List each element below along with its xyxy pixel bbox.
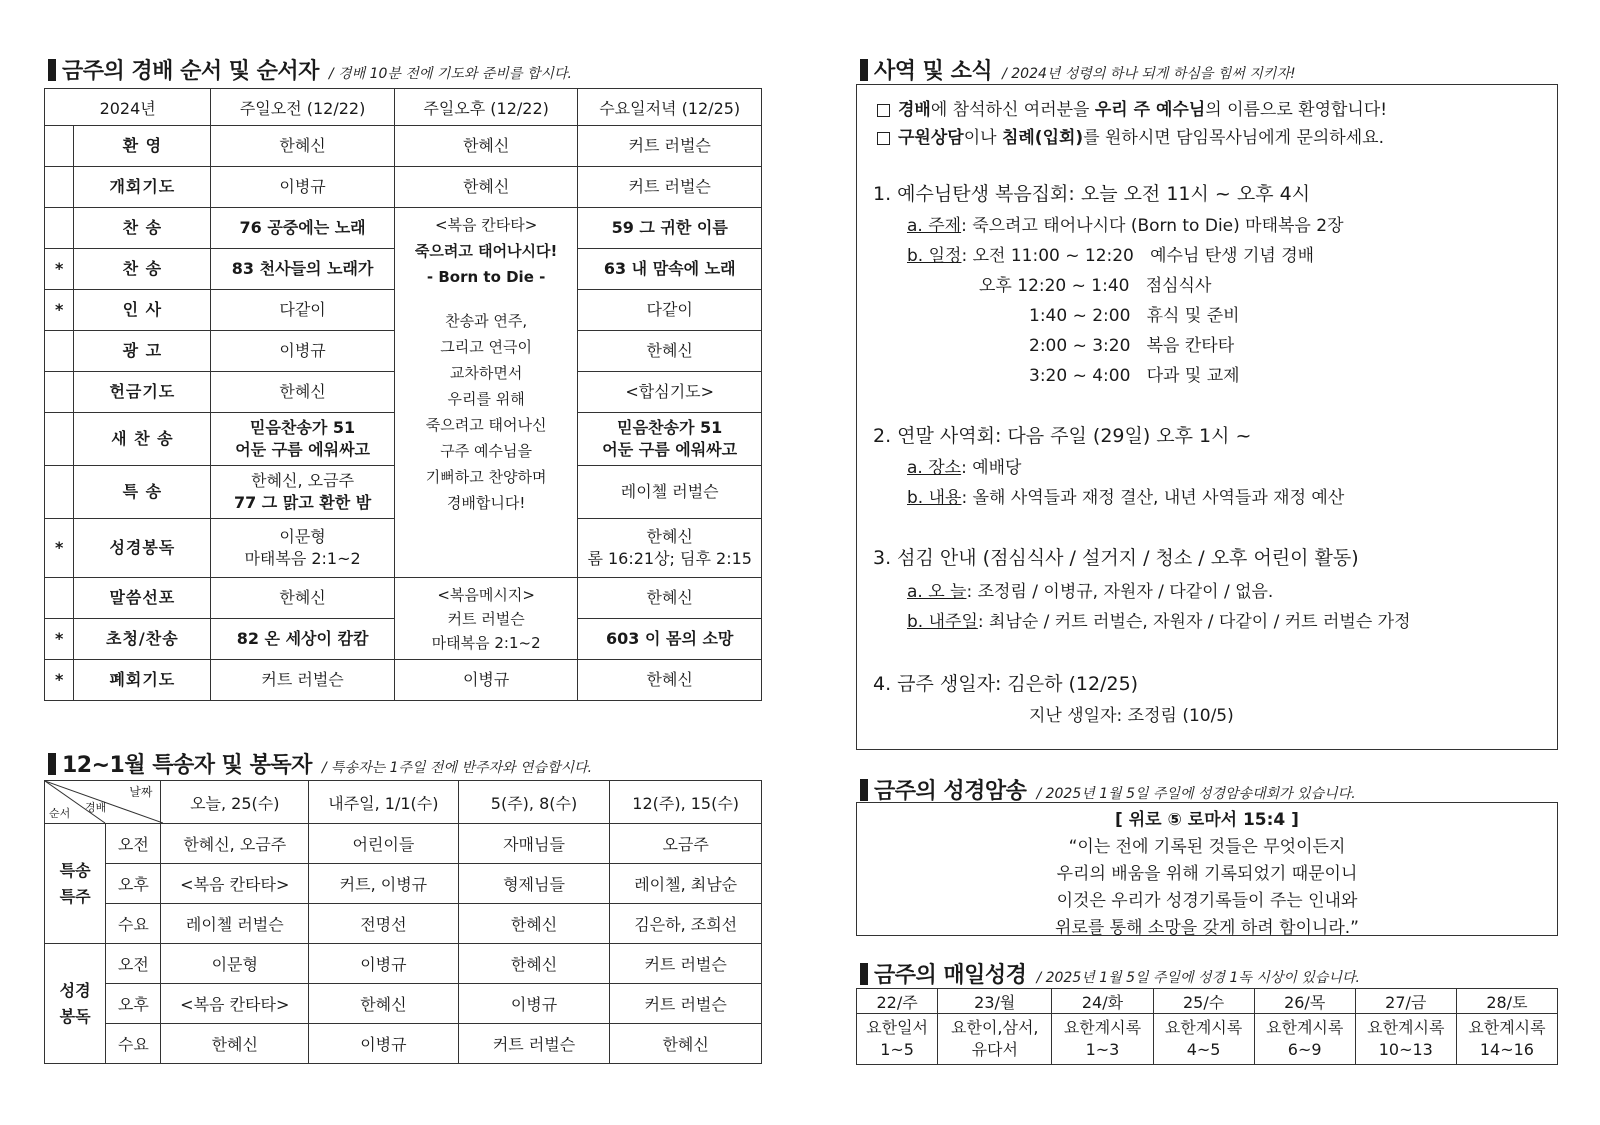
reader: 한혜신 [646,527,693,546]
table-row [45,864,762,904]
table-row [45,208,762,249]
news-item-1b [907,241,1314,266]
wednesday-cell: 한혜신 [578,660,762,701]
table-row [45,944,762,984]
schedule-cell: 한혜신 [458,904,610,944]
sunday-am-cell [211,519,395,578]
schedule-desc: 점심식사 [1145,276,1212,296]
column-header: 5(주), 8(수) [458,781,610,824]
order-label: 찬 송 [74,249,211,290]
schedule-cell: 오금주 [610,824,762,864]
sunday-am-cell: 한혜신 [211,372,395,413]
schedule-cell: 한혜신 [309,984,459,1024]
stand-marker [45,413,74,466]
stand-marker [45,331,74,372]
sunday-am-cell: 커트 러벌슨 [211,660,395,701]
schedule-time: : 오전 11:00 ~ 12:20 [961,246,1134,266]
corner-date: 날짜 [129,785,153,799]
sub-label: a. 장소 [907,458,962,478]
reading-book: 요한계시록 [1266,1018,1344,1037]
column-header: 12(주), 15(수) [610,781,762,824]
column-header: 내주일, 1/1(수) [309,781,459,824]
group-label-line: 특주 [59,886,91,906]
text: 에 참석하신 여러분을 [930,100,1095,120]
reading-chapters: 유다서 [971,1040,1018,1059]
scripture: 마태복음 2:1~2 [244,549,361,568]
corner-header [45,781,161,824]
reading-book: 요한일서 [866,1018,928,1037]
verse-line: 위로를 통해 소망을 갖게 하려 함이니라.” [1055,918,1359,938]
table-header-row [857,989,1558,1014]
schedule-cell: 김은하, 조희선 [610,904,762,944]
schedule-cell: 형제님들 [458,864,610,904]
reading-cell [1153,1014,1254,1065]
schedule-cell: 이병규 [458,984,610,1024]
schedule-cell: 한혜신, 오금주 [161,824,309,864]
worship-order-table [44,88,762,701]
special-subtitle: / 특송자는 1주일 전에 반주자와 연습합시다. [321,760,593,776]
day-header: 24/화 [1052,989,1153,1014]
reading-chapters: 6~9 [1287,1040,1322,1059]
cantata-line: 우리를 위해 [447,390,525,408]
schedule-cell: <복음 칸타타> [161,864,309,904]
sunday-am-cell [211,466,395,519]
reading-book: 요한계시록 [1367,1018,1445,1037]
table-header-row [45,781,762,824]
message-line: 마태복음 2:1~2 [431,633,541,652]
worship-title: 금주의 경배 순서 및 순서자 [62,59,319,84]
sunday-am-cell: 76 공중에는 노래 [211,208,395,249]
order-label: 초청/찬송 [74,619,211,660]
daily-bible-table [856,988,1558,1065]
stand-marker [45,167,74,208]
day-header: 25/수 [1153,989,1254,1014]
verse-subtitle: / 2025년 1월 5일 주일에 성경암송대회가 있습니다. [1036,786,1356,802]
cantata-line: 찬송과 연주, [445,312,528,330]
order-label: 개회기도 [74,167,211,208]
cantata-line: 그리고 연극이 [440,338,532,356]
schedule-time: 3:20 ~ 4:00 [1029,366,1131,386]
sub-text: : 죽으려고 태어나시다 (Born to Die) 마태복음 2장 [961,216,1344,236]
corner-service: 경배 [85,801,107,814]
table-row [45,126,762,167]
news-item-1: 1. 예수님탄생 복음집회: 오늘 오전 11시 ~ 오후 4시 [873,183,1311,205]
day-header: 27/금 [1355,989,1456,1014]
reading-chapters: 14~16 [1479,1040,1534,1059]
schedule-cell: 전명선 [309,904,459,944]
column-header-year: 2024년 [45,89,211,126]
cantata-line: 죽으려고 태어나신 [425,416,547,434]
day-header: 23/월 [938,989,1052,1014]
sub-text: : 조정림 / 이병규, 자원자 / 다같이 / 없음. [966,582,1274,602]
schedule-row [1029,361,1240,386]
news-title: 사역 및 소식 [874,59,993,84]
news-item-2a [907,453,1021,478]
verse-line: 우리의 배움을 위해 기록되었기 때문이니 [1056,864,1358,884]
emphasis: 우리 주 예수님 [1094,100,1206,120]
reading-cell [1355,1014,1456,1065]
reading-cell [857,1014,938,1065]
wednesday-cell [578,413,762,466]
service-slot: 오전 [106,824,161,864]
order-label: 특 송 [74,466,211,519]
message-line: 커트 러벌슨 [447,609,525,628]
stand-marker [45,126,74,167]
schedule-cell: 커트, 이병규 [309,864,459,904]
stand-marker [45,466,74,519]
worship-section-title [48,54,572,85]
table-row [45,824,762,864]
title-bar [860,59,868,81]
verse-reference: [ 위로 ⑤ 로마서 15:4 ] [1115,810,1299,830]
sunday-am-cell: 다같이 [211,290,395,331]
reading-chapters: 1~3 [1085,1040,1120,1059]
sunday-am-cell: 한혜신 [211,578,395,619]
wednesday-cell: 603 이 몸의 소망 [578,619,762,660]
sub-text: : 올해 사역들과 재정 결산, 내년 사역들과 재정 예산 [961,488,1345,508]
schedule-cell: 커트 러벌슨 [458,1024,610,1064]
reading-book: 요한계시록 [1164,1018,1243,1037]
special-singers-table [44,780,762,1064]
wednesday-cell: 커트 러벌슨 [578,167,762,208]
group-label-line: 성경 [59,980,91,1000]
wednesday-cell [578,519,762,578]
service-slot: 오후 [106,864,161,904]
stand-marker [45,372,74,413]
schedule-cell: 한혜신 [458,944,610,984]
cantata-line: 교차하면서 [449,364,523,382]
order-label: 환 영 [74,126,211,167]
news-item-4: 4. 금주 생일자: 김은하 (12/25) [873,673,1139,695]
table-header-row [45,89,762,126]
sub-label: a. 오 늘 [907,582,967,602]
schedule-row [1029,301,1240,326]
sub-label: b. 내용 [907,488,962,508]
sub-label: a. 주제 [907,216,962,236]
schedule-cell: 한혜신 [161,1024,309,1064]
wednesday-cell: 커트 러벌슨 [578,126,762,167]
special-section-title [48,748,592,779]
news-subtitle: / 2024년 성령의 하나 되게 하심을 힘써 지키자! [1002,66,1296,82]
verse-line: “이는 전에 기록된 것들은 무엇이든지 [1068,837,1346,857]
welcome-line [877,95,1387,120]
verse-title: 금주의 성경암송 [874,779,1027,804]
reading-book: 요한이,삼서, [951,1018,1039,1037]
sunday-am-cell: 이병규 [211,167,395,208]
schedule-cell: 이문형 [161,944,309,984]
daily-title: 금주의 매일성경 [874,963,1027,988]
wednesday-cell: 한혜신 [578,331,762,372]
stand-marker: * [45,290,74,331]
reading-book: 요한계시록 [1468,1018,1546,1037]
news-item-3b [907,607,1411,632]
reading-chapters: 1~5 [880,1040,914,1059]
song-title: 77 그 맑고 환한 밤 [233,493,372,512]
wednesday-cell: 63 내 맘속에 노래 [578,249,762,290]
worship-subtitle: / 경배 10분 전에 기도와 준비를 합시다. [328,66,572,82]
news-box [856,84,1558,750]
table-row [45,660,762,701]
cantata-line: 기뻐하고 찬양하며 [425,468,547,486]
message-line: <복음메시지> [437,585,535,604]
reading-cell [1052,1014,1153,1065]
sunday-am-cell [211,413,395,466]
group-label-line: 특송 [59,860,91,880]
sunday-pm-cell: 한혜신 [394,126,578,167]
schedule-cell: 자매님들 [458,824,610,864]
schedule-cell: 한혜신 [610,1024,762,1064]
title-bar [48,59,56,81]
hymn-title: 어둔 구름 에워싸고 [602,440,738,459]
service-slot: 오전 [106,944,161,984]
order-label: 광 고 [74,331,211,372]
sunday-am-cell: 이병규 [211,331,395,372]
scripture: 롬 16:21상; 딤후 2:15 [587,549,752,568]
wednesday-cell: 59 그 귀한 이름 [578,208,762,249]
sunday-pm-cell: 한혜신 [394,167,578,208]
sunday-pm-cell: 이병규 [394,660,578,701]
wednesday-cell: 레이첼 러벌슨 [578,466,762,519]
cantata-block [394,208,578,578]
schedule-time: 1:40 ~ 2:00 [1029,306,1131,326]
emphasis: 구원상담 [898,128,964,148]
news-item-1a [907,211,1344,236]
wednesday-cell: 한혜신 [578,578,762,619]
sunday-am-cell: 83 천사들의 노래가 [211,249,395,290]
news-item-2b [907,483,1344,508]
cantata-spacer [395,290,578,308]
stand-marker: * [45,660,74,701]
schedule-cell: 레이첼, 최남순 [610,864,762,904]
schedule-desc: 예수님 탄생 기념 경배 [1150,246,1315,266]
order-label: 헌금기도 [74,372,211,413]
order-label: 말씀선포 [74,578,211,619]
service-slot: 수요 [106,904,161,944]
sub-text: : 최남순 / 커트 러벌슨, 자원자 / 다같이 / 커트 러벌슨 가정 [977,612,1411,632]
verse-section-title [860,774,1356,805]
cantata-line: <복음 칸타타> [434,216,538,234]
table-row [857,1014,1558,1065]
schedule-cell: 커트 러벌슨 [610,984,762,1024]
singers: 한혜신, 오금주 [251,471,355,490]
reading-book: 요한계시록 [1063,1018,1142,1037]
schedule-time: 2:00 ~ 3:20 [1029,336,1131,356]
news-item-4b: 지난 생일자: 조정림 (10/5) [1029,706,1234,726]
wednesday-cell: <합심기도> [578,372,762,413]
text: 이나 [963,128,1002,148]
text: 를 원하시면 담임목사님에게 문의하세요. [1083,128,1384,148]
service-slot: 오후 [106,984,161,1024]
schedule-cell: 이병규 [309,1024,459,1064]
reading-chapters: 10~13 [1378,1040,1433,1059]
sunday-am-cell: 82 온 세상이 캄캄 [211,619,395,660]
message-block [394,578,578,660]
table-row [45,578,762,619]
daily-section-title [860,958,1360,989]
order-label: 인 사 [74,290,211,331]
column-header-sunday-pm: 주일오후 (12/22) [394,89,578,126]
news-section-title [860,54,1296,85]
news-item-3: 3. 섬김 안내 (점심식사 / 설거지 / 청소 / 오후 어린이 활동) [873,547,1359,569]
column-header-wednesday: 수요일저녁 (12/25) [578,89,762,126]
order-label: 성경봉독 [74,519,211,578]
emphasis: 침례(입회) [1001,128,1084,148]
stand-marker: * [45,619,74,660]
order-label: 새 찬 송 [74,413,211,466]
verse-line: 이것은 우리가 성경기록들이 주는 인내와 [1056,891,1358,911]
consult-line [877,123,1384,148]
reading-cell [1456,1014,1557,1065]
cantata-line: 경배합니다! [446,494,526,512]
title-bar [860,779,868,801]
hymn-title: 어둔 구름 에워싸고 [235,440,370,459]
column-header-sunday-am: 주일오전 (12/22) [211,89,395,126]
news-item-2: 2. 연말 사역회: 다음 주일 (29일) 오후 1시 ~ [873,425,1252,447]
reading-cell [938,1014,1052,1065]
schedule-time: 오후 12:20 ~ 1:40 [979,276,1130,296]
schedule-row [1029,331,1234,356]
daily-subtitle: / 2025년 1월 5일 주일에 성경 1독 시상이 있습니다. [1036,970,1360,986]
schedule-desc: 다과 및 교제 [1146,366,1240,386]
table-row [45,904,762,944]
hymn-number: 믿음찬송가 51 [617,418,723,437]
title-bar [860,963,868,985]
order-label: 폐회기도 [74,660,211,701]
stand-marker: * [45,249,74,290]
table-row [45,984,762,1024]
reading-cell [1254,1014,1355,1065]
news-item-3a [907,577,1273,602]
reading-chapters: 4~5 [1186,1040,1221,1059]
cantata-line: 죽으려고 태어나시다! [414,242,558,260]
order-label: 찬 송 [74,208,211,249]
corner-order: 순서 [49,807,71,820]
checkbox-icon [877,132,890,145]
stand-marker [45,208,74,249]
cantata-line: - Born to Die - [426,268,546,286]
hymn-number: 믿음찬송가 51 [250,418,356,437]
group-label [45,944,106,1064]
sub-label: b. 일정 [907,246,962,266]
wednesday-cell: 다같이 [578,290,762,331]
schedule-desc: 휴식 및 준비 [1146,306,1240,326]
schedule-cell: 커트 러벌슨 [610,944,762,984]
memory-verse-box [856,802,1558,936]
group-label-line: 봉독 [59,1006,91,1026]
cantata-line: 구주 예수님을 [440,442,532,460]
reader: 이문형 [279,527,326,546]
stand-marker: * [45,519,74,578]
title-bar [48,753,56,775]
service-slot: 수요 [106,1024,161,1064]
sunday-am-cell: 한혜신 [211,126,395,167]
group-label [45,824,106,944]
special-title: 12~1월 특송자 및 봉독자 [62,753,312,778]
sub-text: : 예배당 [961,458,1022,478]
checkbox-icon [877,104,890,117]
schedule-desc: 복음 칸타타 [1146,336,1235,356]
table-row [45,167,762,208]
emphasis: 경배 [898,100,931,120]
text: 의 이름으로 환영합니다! [1205,100,1388,120]
schedule-cell: 레이첼 러벌슨 [161,904,309,944]
schedule-cell: 어린이들 [309,824,459,864]
stand-marker [45,578,74,619]
day-header: 26/목 [1254,989,1355,1014]
table-row [45,1024,762,1064]
day-header: 22/주 [857,989,938,1014]
sub-label: b. 내주일 [907,612,978,632]
schedule-row [979,271,1211,296]
schedule-cell: <복음 칸타타> [161,984,309,1024]
schedule-cell: 이병규 [309,944,459,984]
day-header: 28/토 [1456,989,1557,1014]
column-header: 오늘, 25(수) [161,781,309,824]
